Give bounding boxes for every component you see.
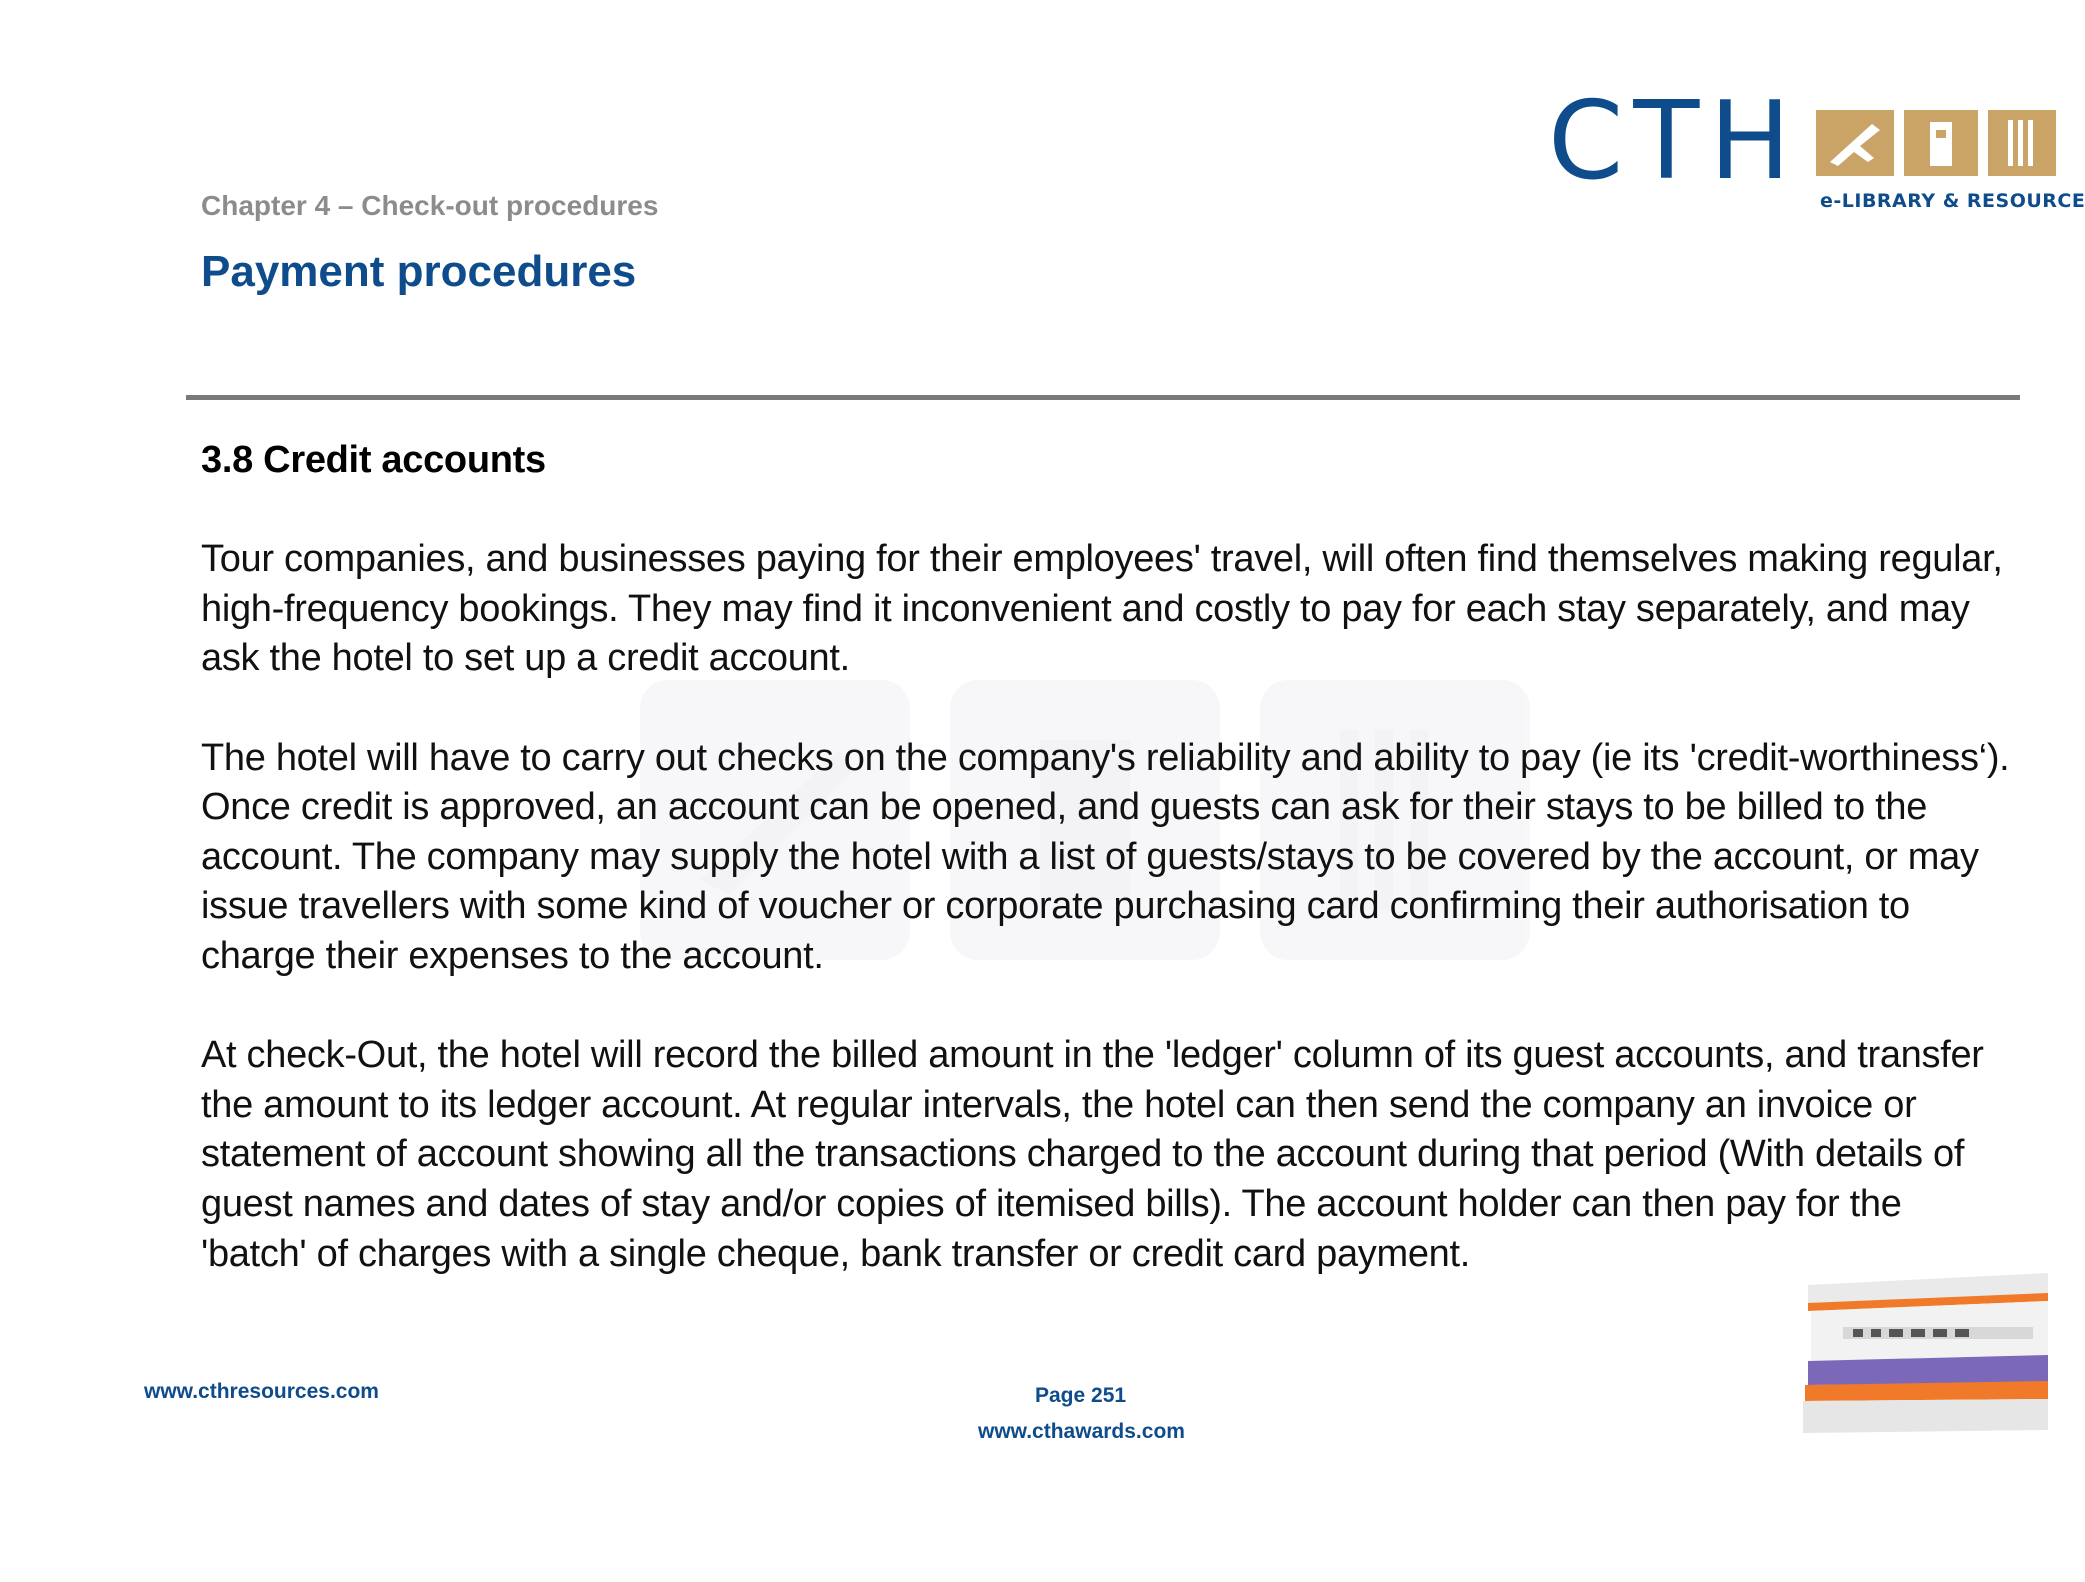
logo-subtitle: e-LIBRARY & RESOURCE xyxy=(1820,190,2085,212)
main-content xyxy=(201,436,2016,1329)
paragraph: At check-Out, the hotel will record the billed amount in the 'ledger' column of its guest accounts, and transfer the amount to its ledger account. At regular intervals, the hotel can then send the company an invoice or statement of account showing all the transactions charged to the account during that period (With details of guest names and dates of stay and/or copies of itemised bills). The account holder can then pay for the 'batch' of charges with a single cheque, bank transfer or credit card payment. xyxy=(201,1034,1984,1275)
building-icon xyxy=(1904,110,1978,176)
airplane-icon xyxy=(1816,110,1894,176)
page-number: Page 251 xyxy=(1035,1384,1127,1407)
footer-resources-link[interactable]: www.cthresources.com xyxy=(144,1380,379,1403)
chapter-label: Chapter 4 – Check-out procedures xyxy=(201,190,659,221)
footer-awards-link[interactable]: www.cthawards.com xyxy=(978,1420,1185,1443)
paragraph: The hotel will have to carry out checks on the company's reliability and ability to pay (ie its 'credit-worthiness‘). Once credit is approved, an account can be opened, and guests can ask for their stays to be billed to the account. The company may supply the hotel with a list of guests/stays to be covered by the account, or may issue travellers with some kind of voucher or corporate purchasing card confirming their authorisation to charge their expenses to the account. xyxy=(201,736,2010,977)
paragraph: Tour companies, and businesses paying for their employees' travel, will often find themselves making regular, high-frequency bookings. They may find it inconvenient and costly to pay for each stay separately, and may ask the hotel to set up a credit account. xyxy=(201,538,2003,680)
header-divider xyxy=(186,395,2020,400)
section-title: Payment procedures xyxy=(201,247,637,296)
section-heading: 3.8 Credit accounts xyxy=(201,439,546,481)
logo-text: CTH xyxy=(1548,79,1801,204)
books-image xyxy=(1803,1265,2048,1435)
cth-logo xyxy=(1548,79,2085,218)
cutlery-icon xyxy=(1988,110,2056,176)
logo-icons xyxy=(1816,110,2056,176)
